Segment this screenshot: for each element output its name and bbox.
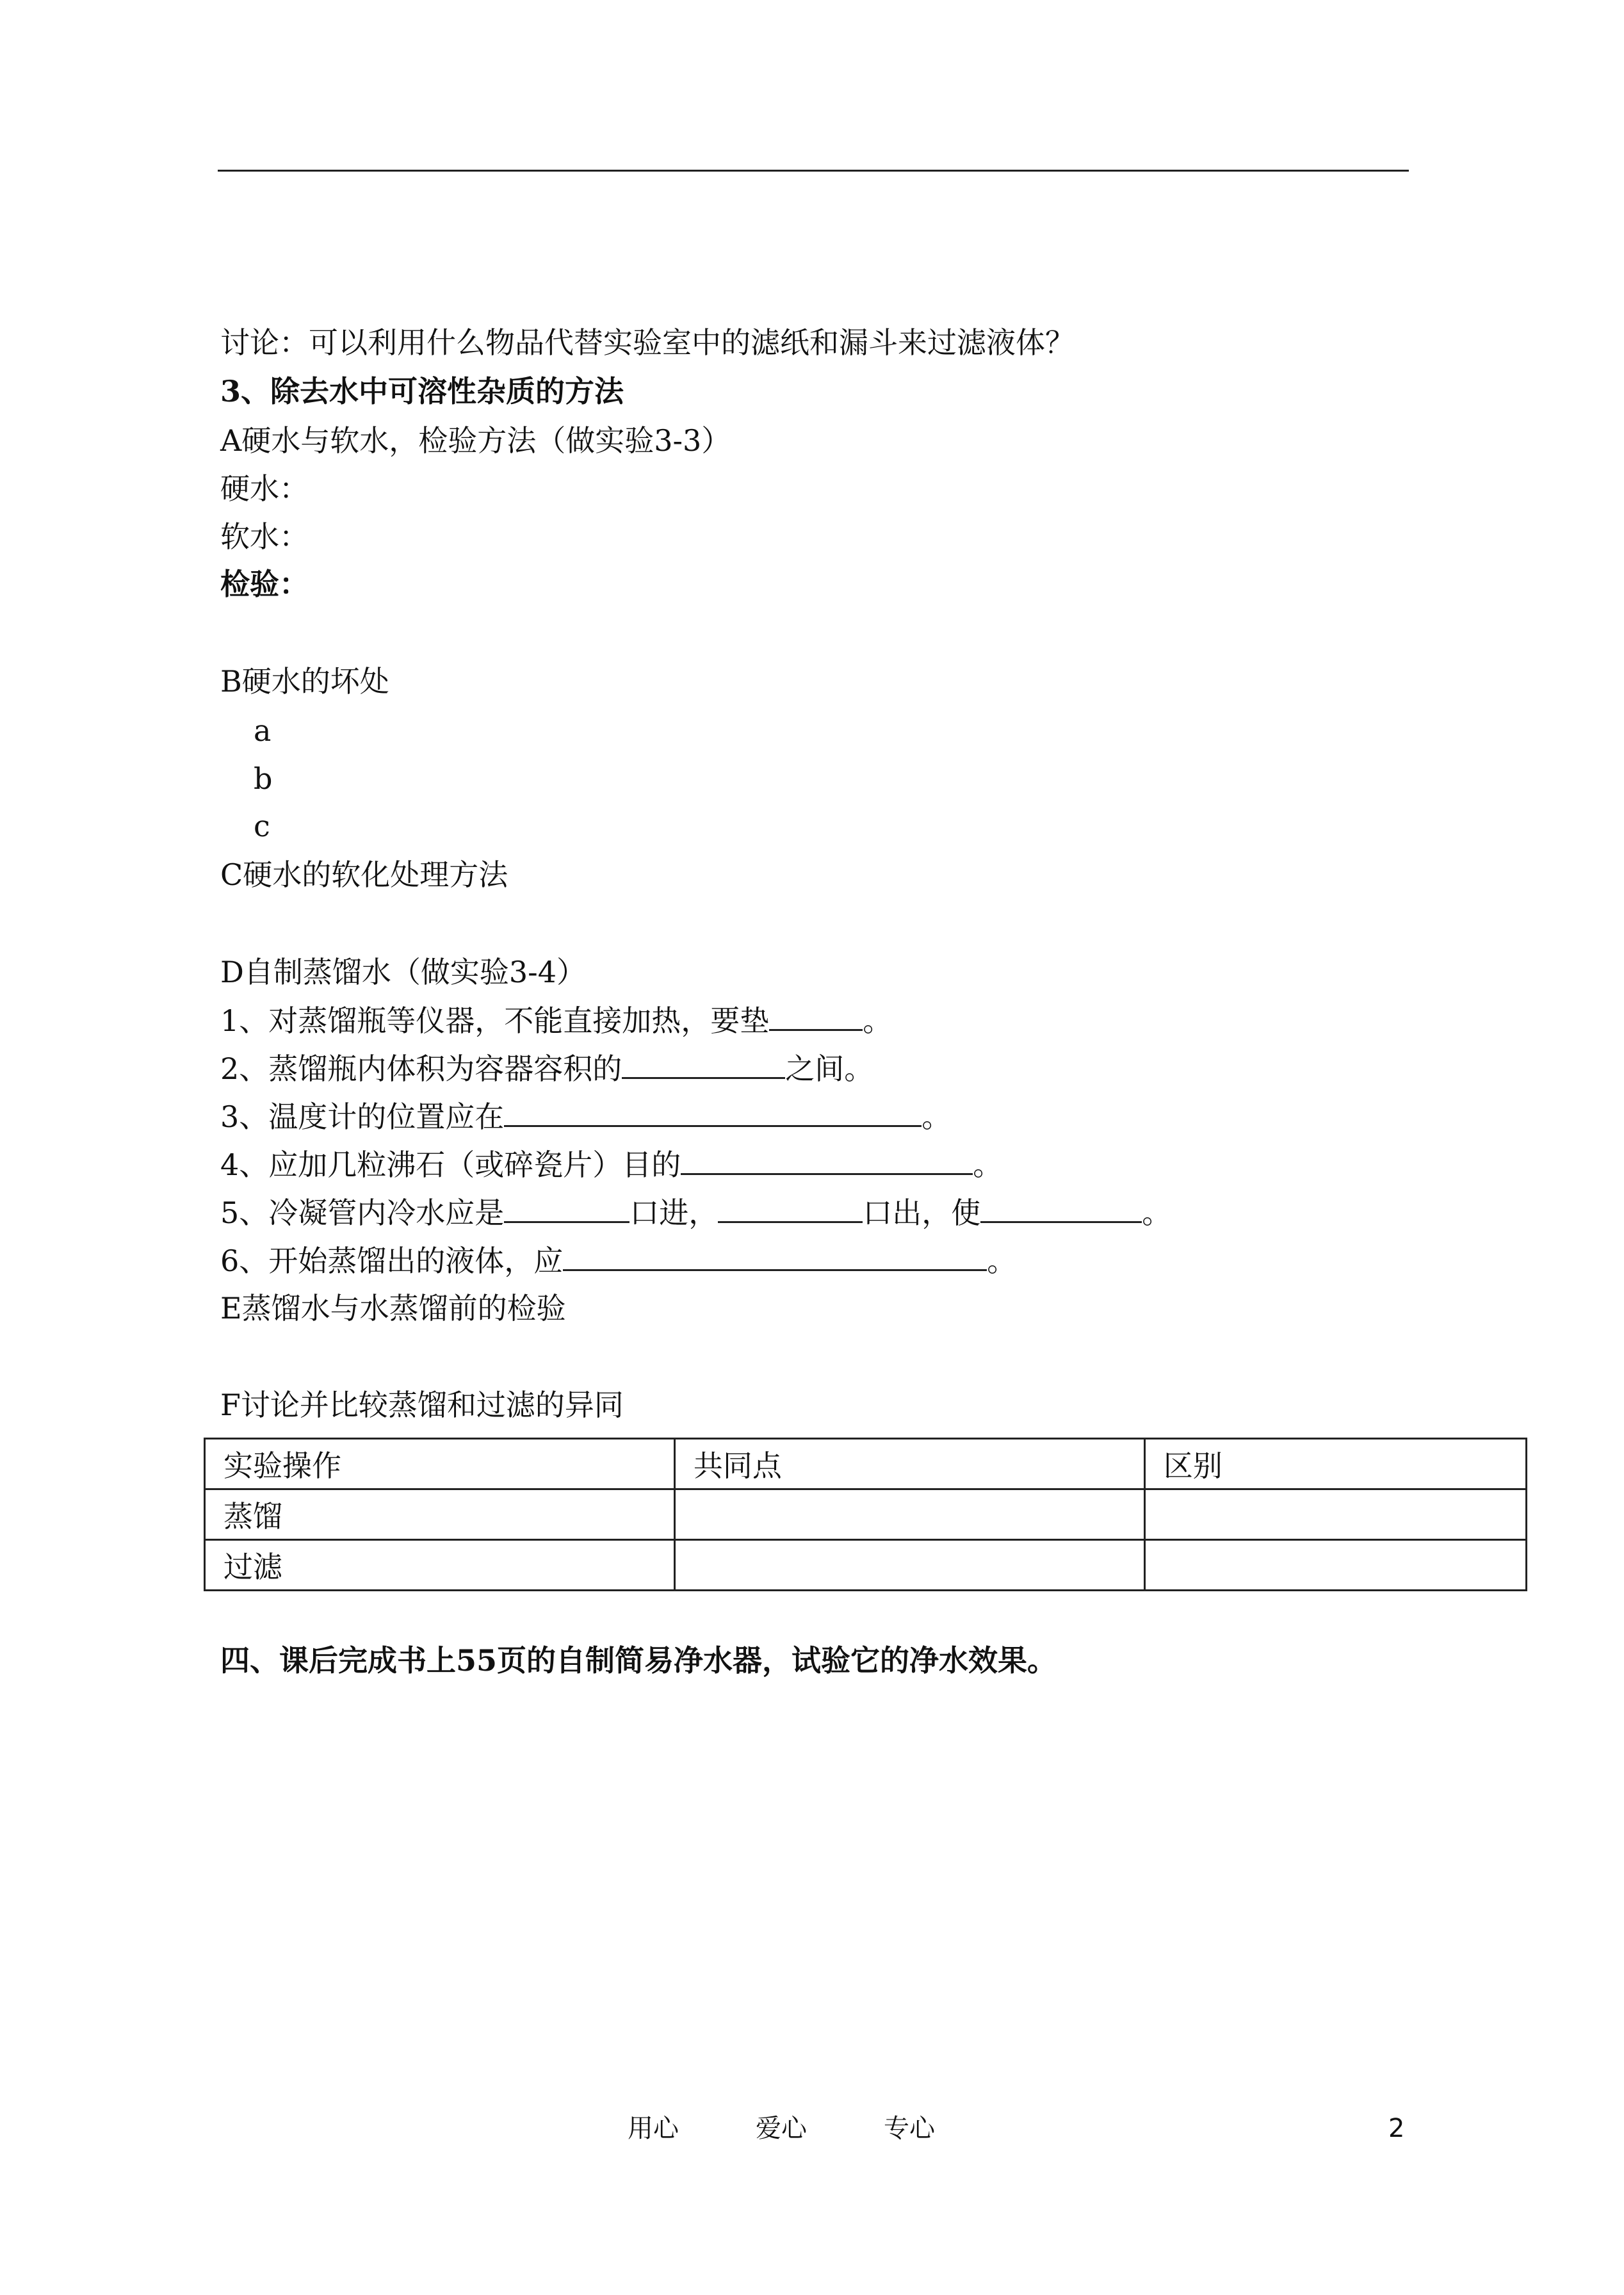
- question-3: [220, 1097, 951, 1136]
- answer-blank-3[interactable]: [504, 1097, 922, 1127]
- answer-blank-5c[interactable]: [980, 1193, 1142, 1223]
- question-4: [220, 1145, 1002, 1184]
- part-b-title: B硬水的坏处: [220, 664, 389, 699]
- part-d-title: D自制蒸馏水（做实验3-4）: [220, 955, 586, 989]
- hard-water-label: 硬水：: [220, 471, 309, 506]
- table-header-cell: 共同点: [674, 1439, 1144, 1489]
- table-cell[interactable]: [1144, 1489, 1526, 1540]
- table-row: [205, 1540, 1527, 1591]
- table-cell: 过滤: [205, 1540, 675, 1591]
- question-5: [220, 1193, 1171, 1232]
- part-b-item-c: c: [254, 809, 270, 843]
- header-rule: [218, 170, 1409, 172]
- question-5-text: 5、冷凝管内冷水应是: [220, 1196, 505, 1230]
- section-4-title: 四、课后完成书上55页的自制简易净水器，试验它的净水效果。: [220, 1643, 1057, 1678]
- table-cell[interactable]: [674, 1489, 1144, 1540]
- table-row: [205, 1489, 1527, 1540]
- comparison-table: [204, 1438, 1527, 1591]
- answer-blank-1[interactable]: [769, 1001, 863, 1031]
- footer-right: 专心: [884, 2114, 935, 2143]
- page-number: 2: [1388, 2114, 1405, 2143]
- question-1-text: 1、对蒸馏瓶等仪器，不能直接加热，要垫: [220, 1003, 770, 1038]
- test-label: 检验：: [220, 567, 309, 601]
- question-6-text: 6、开始蒸馏出的液体，应: [220, 1244, 564, 1278]
- part-e-title: E蒸馏水与水蒸馏前的检验: [220, 1291, 566, 1326]
- table-cell[interactable]: [674, 1540, 1144, 1591]
- question-6: [220, 1241, 1016, 1280]
- question-1-end: 。: [863, 1003, 893, 1038]
- part-b-item-b: b: [254, 761, 273, 796]
- table-header-cell: 区别: [1144, 1439, 1526, 1489]
- part-a-title: A硬水与软水，检验方法（做实验3-3）: [220, 423, 731, 458]
- footer-left: 用心: [628, 2114, 679, 2143]
- question-4-end: 。: [973, 1148, 1003, 1182]
- question-4-text: 4、应加几粒沸石（或碎瓷片）目的: [220, 1148, 681, 1182]
- part-b-item-a: a: [254, 713, 272, 748]
- discussion-question: 讨论：可以利用什么物品代替实验室中的滤纸和漏斗来过滤液体？: [220, 325, 1075, 360]
- table-header-cell: 实验操作: [205, 1439, 675, 1489]
- answer-blank-4[interactable]: [681, 1145, 973, 1175]
- question-2-end: 之间。: [785, 1051, 874, 1086]
- answer-blank-6[interactable]: [563, 1241, 987, 1271]
- part-c-title: C硬水的软化处理方法: [220, 857, 508, 892]
- answer-blank-2[interactable]: [622, 1049, 785, 1079]
- part-f-title: F讨论并比较蒸馏和过滤的异同: [220, 1388, 624, 1422]
- answer-blank-5a[interactable]: [504, 1193, 629, 1223]
- question-2-text: 2、蒸馏瓶内体积为容器容积的: [220, 1051, 622, 1086]
- soft-water-label: 软水：: [220, 519, 309, 554]
- question-6-end: 。: [987, 1244, 1017, 1278]
- question-5-inlet: 口进，: [629, 1196, 719, 1230]
- question-5-outlet: 口出，使: [863, 1196, 981, 1230]
- question-5-end: 。: [1142, 1196, 1172, 1230]
- question-1: [220, 1001, 892, 1040]
- table-cell: 蒸馏: [205, 1489, 675, 1540]
- question-2: [220, 1049, 873, 1088]
- question-3-end: 。: [922, 1099, 952, 1134]
- question-3-text: 3、温度计的位置应在: [220, 1099, 505, 1134]
- table-header-row: [205, 1439, 1527, 1489]
- answer-blank-5b[interactable]: [718, 1193, 863, 1223]
- table-cell[interactable]: [1144, 1540, 1526, 1591]
- footer-middle: 爱心: [756, 2114, 807, 2143]
- section-3-title: 3、除去水中可溶性杂质的方法: [220, 374, 624, 409]
